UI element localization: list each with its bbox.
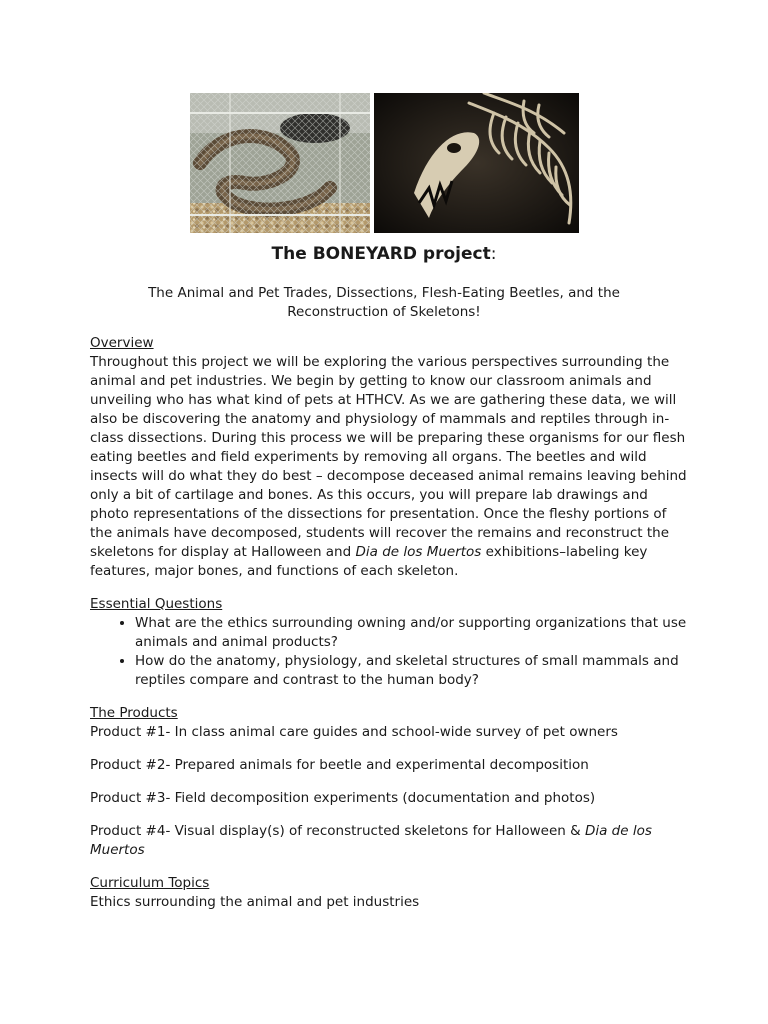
product-4-italic: Dia de los Muertos (90, 823, 652, 858)
overview-italic-text: Dia de los Muertos (355, 544, 482, 560)
product-4 (90, 822, 690, 860)
caged-snake-image (190, 93, 370, 233)
overview-text-end: exhibitions–labeling key features, major bones, and functions of each skeleton. (90, 544, 648, 579)
product-2: Product #2- Prepared animals for beetle and experimental decomposition (90, 757, 589, 773)
curriculum-heading: Curriculum Topics (90, 875, 210, 891)
essential-questions-heading: Essential Questions (90, 596, 223, 612)
title-colon: : (490, 244, 497, 264)
title-text: The BONEYARD project (271, 244, 491, 264)
product-4-text: Product #4- Visual display(s) of reconstructed skeletons for Halloween & (90, 823, 585, 839)
page-title (0, 244, 768, 264)
products-heading: The Products (90, 705, 178, 721)
product-1: Product #1- In class animal care guides and school-wide survey of pet owners (90, 724, 618, 740)
overview-paragraph (90, 353, 690, 581)
product-3: Product #3- Field decomposition experiments (documentation and photos) (90, 790, 596, 806)
list-item: • How do the anatomy, physiology, and skeletal structures of small mammals and reptiles compare and contrast to the human body? (135, 652, 690, 690)
header-images (190, 93, 579, 233)
document-body (90, 334, 690, 912)
overview-heading: Overview (90, 335, 154, 351)
list-item: • What are the ethics surrounding owning and/or supporting organizations that use animals and animal products? (135, 614, 690, 652)
caged-snake-photo (190, 93, 370, 233)
snake-skeleton-image (374, 93, 579, 233)
page-subtitle: The Animal and Pet Trades, Dissections, Flesh-Eating Beetles, and the Reconstruction of Skeletons! (148, 285, 620, 320)
overview-text: Throughout this project we will be exploring the various perspectives surrounding the animal and pet industries. We begin by getting to know our classroom animals and unveiling who has what kind of pets at HTHCV. As we are gathering these data, we will also be discovering the anatomy and physiology of mammals and reptiles through in-class dissections. During this process we will be preparing these organisms for our flesh eating beetles and field experiments by removing all organs. The beetles and wild insects will do what they do best – decompose deceased animal remains leaving behind only a bit of cartilage and bones. As this occurs, you will prepare lab drawings and photo representations of the dissections for presentation. Once the fleshy portions of the animals have decomposed, students will recover the remains and reconstruct the skeletons for display at Halloween and (90, 354, 687, 560)
snake-skeleton-photo (374, 93, 579, 233)
curriculum-text: Ethics surrounding the animal and pet industries (90, 894, 420, 910)
essential-questions-list (90, 614, 690, 690)
